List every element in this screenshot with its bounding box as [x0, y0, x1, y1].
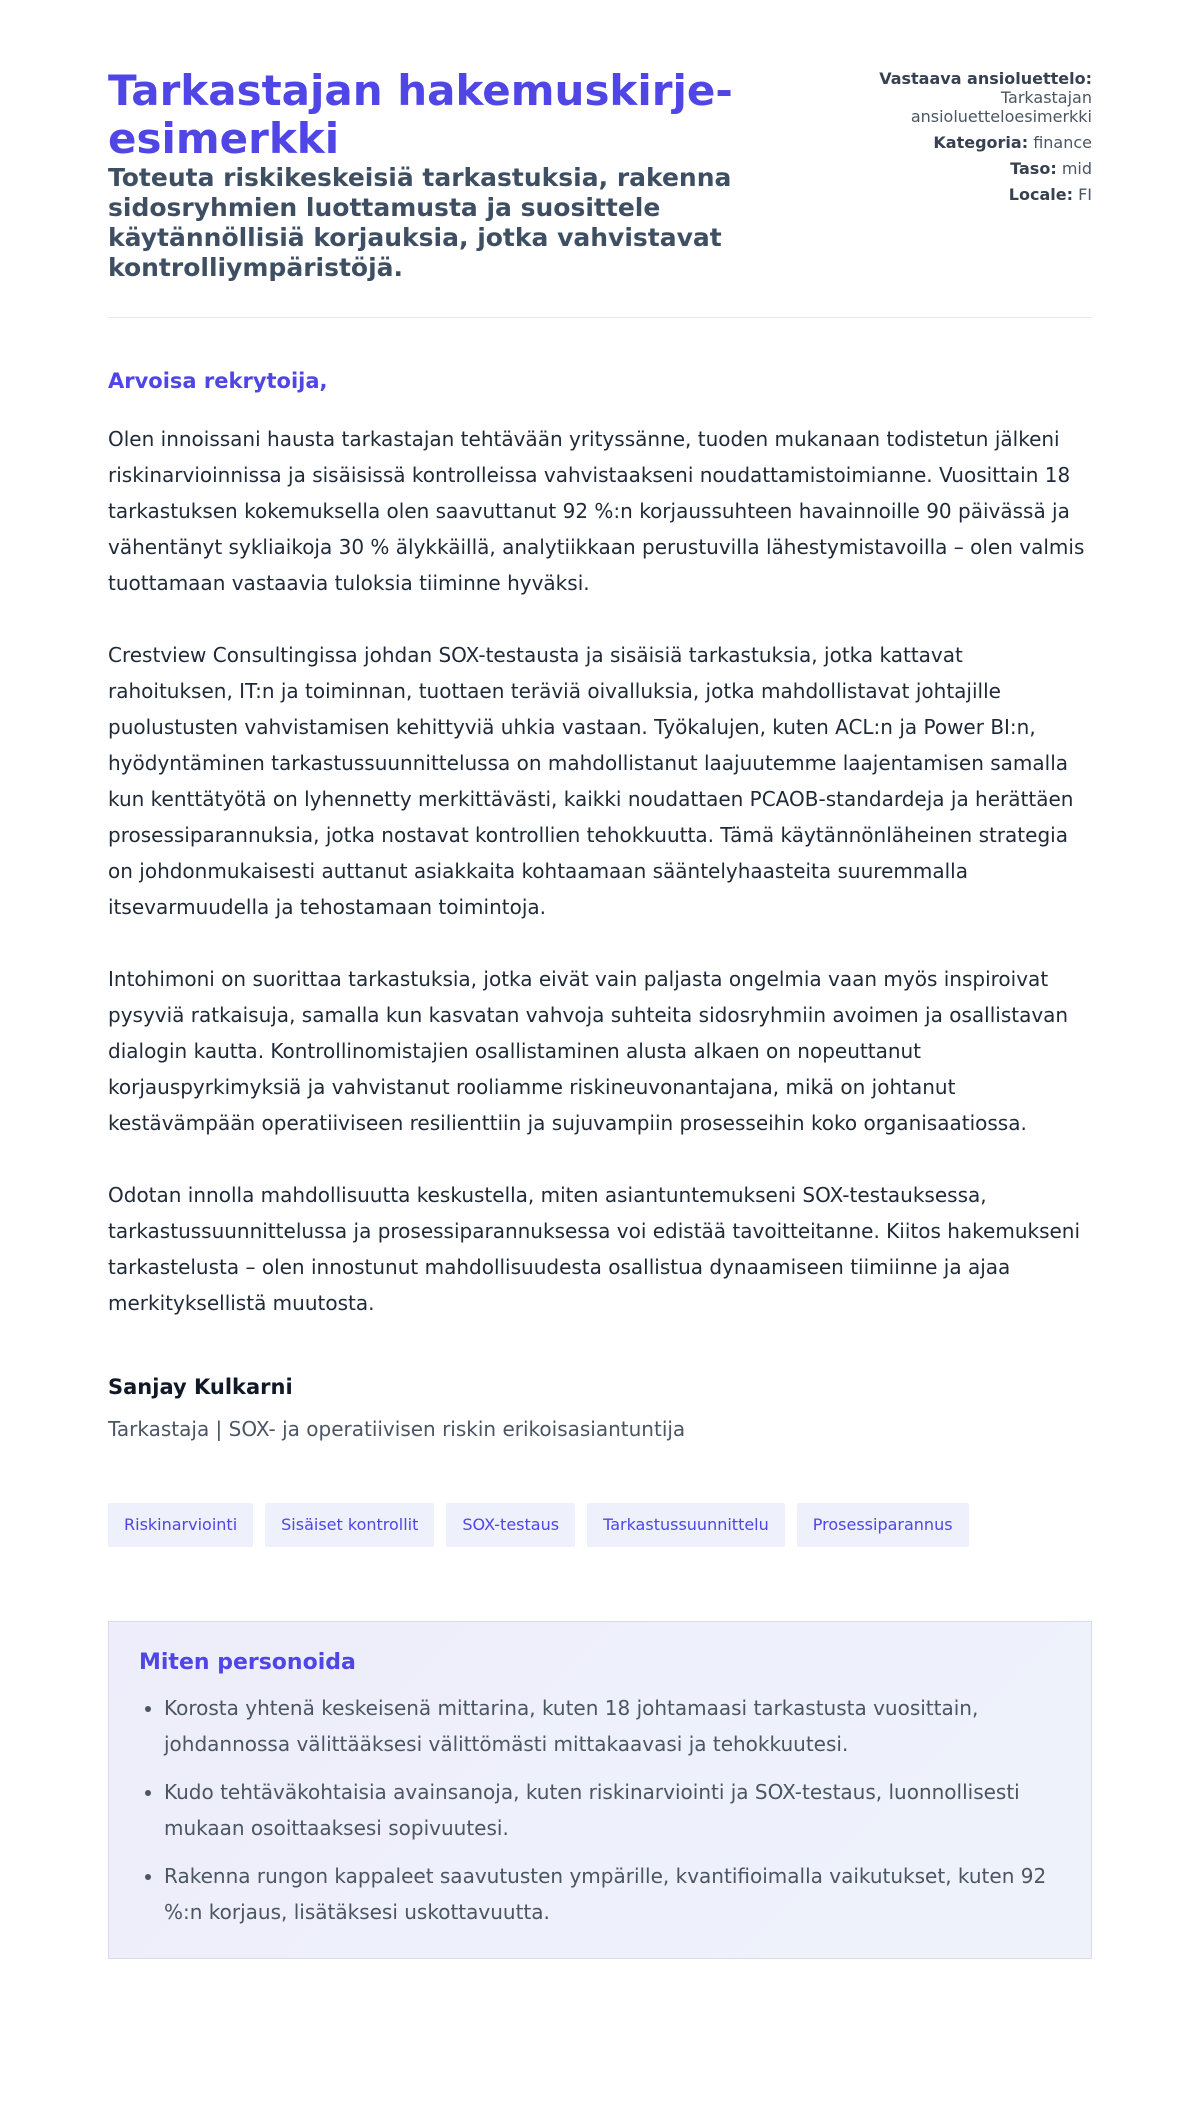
letter-paragraph-1: Olen innoissani hausta tarkastajan tehtävään yrityssänne, tuoden mukanaan todistetun jälkeni riskinarvioinnissa ja sisäisissä kontrolleissa vahvistaakseni noudattamistoimianne. Vuosittain 18 tarkastuksen kokemuksella olen saavuttanut 92 %:n korjaussuhteen havainnoille 90 päivässä ja vähentänyt sykliaikoja 30 % älykkäillä, analytiikkaan perustuvilla lähestymistavoilla – olen valmis tuottamaan vastaavia tuloksia tiiminne hyväksi. — [108, 427, 1085, 595]
letter-greeting: Arvoisa rekrytoija, — [108, 369, 328, 393]
meta-level-key: Taso: — [1010, 159, 1057, 178]
letter-paragraph-3: Intohimoni on suorittaa tarkastuksia, jotka eivät vain paljasta ongelmia vaan myös inspiroivat pysyviä ratkaisuja, samalla kun kasvatan vahvoja suhteita sidosryhmiin avoimen ja osallistavan dialogin kautta. Kontrollinomistajien osallistaminen alusta alkaen on nopeuttanut korjauspyrkimyksiä ja vahvistanut rooliamme riskineuvonantajana, mikä on johtanut kestävämpään operatiiviseen resilienttiin ja sujuvampiin prosesseihin koko organisaatiossa. — [108, 967, 1069, 1135]
page-header — [108, 0, 1092, 318]
tag-tarkastussuunnittelu: Tarkastussuunnittelu — [587, 1503, 785, 1547]
signature-name: Sanjay Kulkarni — [108, 1375, 293, 1399]
meta-resume — [852, 69, 1092, 126]
letter-body — [108, 421, 1092, 1321]
meta-category-value: finance — [1033, 133, 1092, 152]
tip-item: • Korosta yhtenä keskeisenä mittarina, kuten 18 johtamaasi tarkastusta vuosittain, johdannossa välittääksesi välittömästi mittakaavasi ja tehokkuutesi. — [164, 1690, 1061, 1762]
meta-resume-key: Vastaava ansioluettelo: — [879, 69, 1092, 88]
signature-title: Tarkastaja | SOX- ja operatiivisen riskin erikoisasiantuntija — [108, 1417, 686, 1441]
meta-category-key: Kategoria: — [933, 133, 1029, 152]
title-block — [108, 67, 788, 283]
tag-prosessiparannus: Prosessiparannus — [797, 1503, 969, 1547]
meta-locale-key: Locale: — [1008, 185, 1073, 204]
meta-locale-value: FI — [1078, 185, 1092, 204]
tag-sisaiset-kontrollit: Sisäiset kontrollit — [265, 1503, 434, 1547]
tag-riskinarviointi: Riskinarviointi — [108, 1503, 253, 1547]
skill-tags — [108, 1503, 1092, 1547]
personalization-tips — [108, 1621, 1092, 1959]
letter-paragraph-4: Odotan innolla mahdollisuutta keskustella, miten asiantuntemukseni SOX-testauksessa, tarkastussuunnittelussa ja prosessiparannuksessa voi edistää tavoitteitanne. Kiitos hakemukseni tarkastelusta – olen innostunut mahdollisuudesta osallistua dynaamiseen tiimiinne ja ajaa merkityksellistä muutosta. — [108, 1183, 1081, 1315]
letter-paragraph-2: Crestview Consultingissa johdan SOX-testausta ja sisäisiä tarkastuksia, jotka kattavat rahoituksen, IT:n ja toiminnan, tuottaen teräviä oivalluksia, jotka mahdollistavat johtajille puolustusten vahvistamisen kehittyviä uhkia vastaan. Työkalujen, kuten ACL:n ja Power BI:n, hyödyntäminen tarkastussuunnittelussa on mahdollistanut laajuutemme laajentamisen samalla kun kenttätyötä on lyhennetty merkittävästi, kaikki noudattaen PCAOB-standardeja ja herättäen prosessiparannuksia, jotka nostavat kontrollien tehokkuutta. Tämä käytännönläheinen strategia on johdonmukaisesti auttanut asiakkaita kohtaamaan sääntelyhaasteita suuremmalla itsevarmuudella ja tehostamaan toimintoja. — [108, 643, 1074, 919]
meta-level-value: mid — [1061, 159, 1092, 178]
tip-item: • Kudo tehtäväkohtaisia avainsanoja, kuten riskinarviointi ja SOX-testaus, luonnollisesti mukaan osoittaaksesi sopivuutesi. — [164, 1774, 1061, 1846]
tips-title: Miten personoida — [139, 1650, 356, 1675]
page-title: Tarkastajan hakemuskirje-esimerkki — [108, 66, 733, 163]
tip-item: • Rakenna rungon kappaleet saavutusten ympärille, kvantifioimalla vaikutukset, kuten 92 %:n korjaus, lisätäksesi uskottavuutta. — [164, 1858, 1061, 1930]
meta-category — [852, 133, 1092, 152]
page-subtitle: Toteuta riskikeskeisiä tarkastuksia, rakenna sidosryhmien luottamusta ja suosittele käytännöllisiä korjauksia, jotka vahvistavat kontrolliympäristöjä. — [108, 163, 732, 282]
meta-locale — [852, 185, 1092, 204]
meta-panel — [852, 67, 1092, 211]
meta-level — [852, 159, 1092, 178]
meta-resume-value[interactable]: Tarkastajan ansioluetteloesimerkki — [910, 88, 1092, 126]
tag-sox-testaus: SOX-testaus — [446, 1503, 575, 1547]
tips-list — [139, 1690, 1061, 1930]
